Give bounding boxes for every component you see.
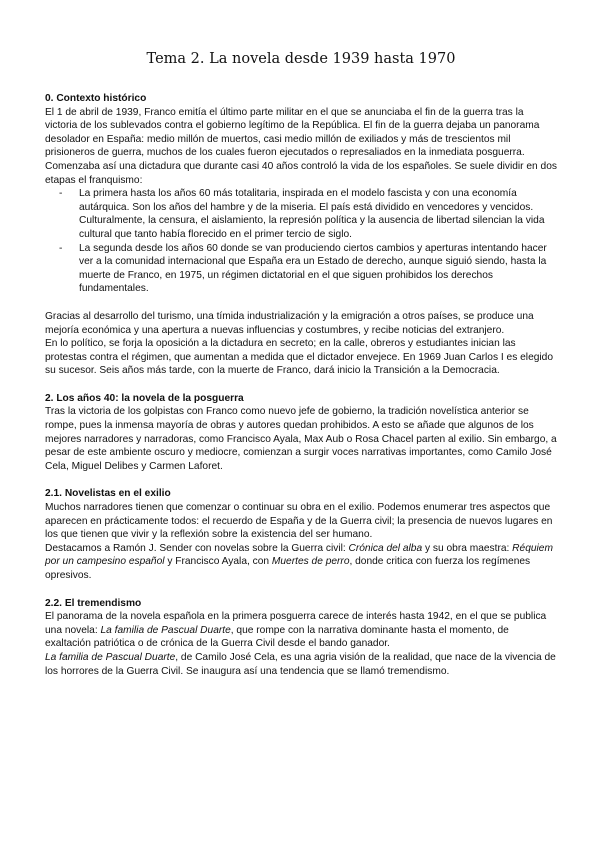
paragraph: La familia de Pascual Duarte, de Camilo José Cela, es una agria visión de la realidad, que nace de la vivencia de los horrores de la Guerra Civil. Se inaugura así una tendencia que se llamó tremendismo. xyxy=(45,651,556,677)
section-heading-posguerra: 2. Los años 40: la novela de la posguerra xyxy=(45,392,244,404)
paragraph: En lo político, se forja la oposición a la dictadura en secreto; en la calle, obreros y estudiantes inician las protestas contra el régimen, que aumentan a medida que el dictador envejece. En 1969 Juan Carlos I es elegido su sucesor. Seis años más tarde, con la muerte de Franco, dará inicio la Transición a la Democracia. xyxy=(45,338,553,377)
paragraph: El panorama de la novela española en la primera posguerra carece de interés hasta 1942, en el que se publica una novela: La familia de Pascual Duarte, que rompe con la narrativa dominante hasta el momento, de exaltación patriótica o de crónica de la Guerra Civil desde el bando ganador. xyxy=(45,611,547,650)
list-item: - La primera hasta los años 60 más totalitaria, inspirada en el modelo fascista y con una economía autárquica. Son los años del hambre y de la miseria. El país está dividido en vencedores y vencidos. Culturalmente, la censura, el aislamiento, la represión política y la ausencia de libertad silencian la vida cultural que tanto había florecido en el primer tercio de siglo. xyxy=(79,187,557,241)
paragraph: Tras la victoria de los golpistas con Franco como nuevo jefe de gobierno, la tradición novelística anterior se rompe, pues la inmensa mayoría de obras y autores quedan prohibidos. A esto se añade que algunos de los mejores narradores y narradoras, como Francisco Ayala, Max Aub o Rosa Chacel parten al exilio. Sin embargo, a pesar de este ambiente oscuro y mediocre, comienzan a surgir voces narrativas importantes, como Camilo José Cela, Miguel Delibes y Carmen Laforet. xyxy=(45,406,557,472)
bullet-list xyxy=(45,187,557,296)
paragraph: Destacamos a Ramón J. Sender con novelas sobre la Guerra civil: Crónica del alba y su obra maestra: Réquiem por un campesino español y Francisco Ayala, con Muertes de perro, donde critica con fuerza los regímenes opresivos. xyxy=(45,542,553,581)
section-heading-tremendismo: 2.2. El tremendismo xyxy=(45,597,142,609)
book-title: La familia de Pascual Duarte xyxy=(45,651,176,663)
book-title: La familia de Pascual Duarte xyxy=(100,624,231,636)
section-heading-exilio: 2.1. Novelistas en el exilio xyxy=(45,488,171,500)
book-title: Réquiem por un campesino español xyxy=(45,542,553,568)
paragraph: El 1 de abril de 1939, Franco emitía el último parte militar en el que se anunciaba el fin de la guerra tras la victoria de los sublevados contra el gobierno legítimo de la República. El fin de la guerra dejaba un panorama desolador en España: medio millón de muertos, casi medio millón de exiliados y más de trescientos mil prisioneros de guerra, muchos de los cuales fueron ejecutados o represaliados en la inmediata posguerra. Comenzaba así una dictadura que durante casi 40 años controló la vida de los españoles. Se suele dividir en dos etapas el franquismo: xyxy=(45,106,557,186)
section-heading-contexto: 0. Contexto histórico xyxy=(45,93,147,104)
list-item: - La segunda desde los años 60 donde se van produciendo ciertos cambios y aperturas intentando hacer ver a la comunidad internacional que España era un Estado de derecho, aunque siguió siendo, hasta la muerte de Franco, en 1975, un régimen dictatorial en el que siguen prohibidos los derechos fundamentales. xyxy=(79,242,557,296)
book-title: Muertes de perro xyxy=(271,556,350,568)
paragraph: Muchos narradores tienen que comenzar o continuar su obra en el exilio. Podemos enumerar tres aspectos que aparecen en prácticamente todos: el recuerdo de España y de la Guerra civil; la presencia de nuevos lugares en los que tienen que vivir y la reflexión sobre la existencia del ser humano. xyxy=(45,502,553,541)
book-title: Crónica del alba xyxy=(348,542,423,554)
page-title: Tema 2. La novela desde 1939 hasta 1970 xyxy=(146,51,456,67)
paragraph: Gracias al desarrollo del turismo, una tímida industrialización y la emigración a otros países, se produce una mejoría económica y una apertura a nuevas influencias y costumbres, y recibe noticias del extranjero. xyxy=(45,310,534,336)
document-page xyxy=(45,50,557,678)
